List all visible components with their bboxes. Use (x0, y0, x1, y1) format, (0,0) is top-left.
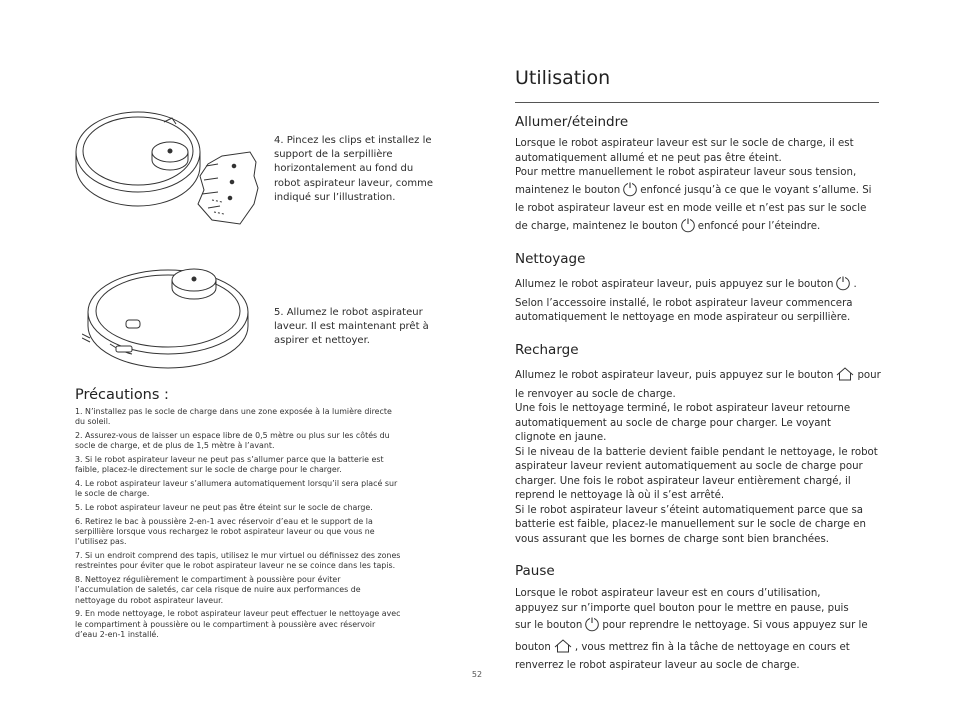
precaution-item: 1. N’installez pas le socle de charge dans une zone exposée à la lumière directe du soleil. (75, 407, 392, 427)
precaution-item: 5. Le robot aspirateur laveur ne peut pas être éteint sur le socle de charge. (75, 503, 373, 512)
step5-caption: 5. Allumez le robot aspirateur laveur. Il est maintenant prêt à aspirer et nettoyer. (274, 307, 429, 347)
power-icon (680, 217, 696, 239)
text-line: Selon l’accessoire installé, le robot aspirateur laveur commencera (515, 297, 853, 309)
text-line (515, 181, 872, 203)
precaution-item: 4. Le robot aspirateur laveur s’allumera automatiquement lorsqu’il sera placé sur le socle de charge. (75, 479, 398, 499)
text-line: le renvoyer au socle de charge. (515, 388, 676, 400)
section-body-nettoyage (515, 275, 857, 326)
power-icon (622, 181, 638, 203)
text-run: Allumez le robot aspirateur laveur, puis appuyez sur le bouton (515, 279, 834, 290)
robot-ready-illustration (82, 262, 272, 374)
home-icon (835, 366, 855, 388)
text-line: charger. Une fois le robot aspirateur laveur entièrement chargé, il (515, 475, 851, 487)
text-line (515, 217, 872, 239)
page-title: Utilisation (515, 67, 611, 89)
text-line: batterie est faible, placez-le manuellement sur le socle de charge en (515, 519, 866, 530)
section-body-allumer (515, 137, 872, 238)
section-title-recharge: Recharge (515, 342, 579, 358)
text-line: le robot aspirateur laveur est en mode veille et n’est pas sur le socle (515, 203, 867, 214)
text-line: aspirateur laveur revient automatiquement au socle de charge pour (515, 461, 863, 472)
step4-caption: 4. Pincez les clips et installez le support de la serpillière horizontalement au fond du robot aspirateur laveur, comme indiqué sur l’illustration. (274, 135, 434, 203)
precautions-list (75, 407, 440, 644)
precautions-title: Précautions : (75, 387, 169, 403)
robot-mop-illustration (72, 104, 268, 232)
precaution-item: 3. Si le robot aspirateur laveur ne peut pas s’allumer parce que la batterie est faible, placez-le directement sur le socle de charge pour le charger. (75, 455, 384, 475)
text-run: enfoncé pour l’éteindre. (697, 220, 821, 232)
text-run: enfoncé jusqu’à ce que le voyant s’allume. Si (640, 184, 872, 196)
text-line (515, 616, 868, 638)
text-line: automatiquement le nettoyage en mode aspirateur ou serpillière. (515, 312, 851, 323)
text-line: clignote en jaune. (515, 432, 607, 443)
precaution-item: 7. Si un endroit comprend des tapis, utilisez le mur virtuel ou définissez des zones restreintes pour éviter que le robot aspirateur laveur ne se coince dans les tapis. (75, 551, 401, 571)
text-line: Si le niveau de la batterie devient faible pendant le nettoyage, le robot (515, 446, 878, 458)
text-line: reprend le nettoyage là où il s’est arrêté. (515, 490, 725, 501)
precaution-item: 6. Retirez le bac à poussière 2-en-1 avec réservoir d’eau et le support de la serpillière lorsque vous rechargez le robot aspirateur laveur ou que vous ne l’utilisez pas. (75, 516, 375, 547)
section-title-allumer: Allumer/éteindre (515, 114, 629, 130)
text-run: . (853, 279, 857, 290)
text-run: de charge, maintenez le bouton (515, 220, 678, 232)
text-run: pour (857, 370, 881, 381)
text-run: pour reprendre le nettoyage. Si vous appuyez sur le (602, 620, 868, 631)
text-line: Une fois le nettoyage terminé, le robot aspirateur laveur retourne (515, 403, 851, 414)
title-divider (515, 102, 879, 103)
text-line: vous assurant que les bornes de charge sont bien branchées. (515, 533, 829, 545)
section-body-recharge (515, 366, 881, 547)
text-line: Si le robot aspirateur laveur s’éteint automatiquement parce que sa (515, 504, 864, 516)
text-line: Lorsque le robot aspirateur laveur est sur le socle de charge, il est (515, 138, 854, 149)
precaution-item: 2. Assurez-vous de laisser un espace libre de 0,5 mètre ou plus sur les côtés du socle de charge, et de plus de 1,5 mètre à l’avant. (75, 431, 390, 451)
text-line (515, 275, 857, 297)
section-title-nettoyage: Nettoyage (515, 251, 586, 267)
precaution-item: 8. Nettoyez régulièrement le compartiment à poussière pour éviter l’accumulation de saletés, car cela risque de nuire aux performances de nettoyage du robot aspirateur laveur. (75, 575, 361, 605)
text-line: Lorsque le robot aspirateur laveur est en cours d’utilisation, (515, 588, 821, 599)
text-line (515, 638, 868, 660)
power-icon (835, 275, 851, 297)
text-run: maintenez le bouton (515, 184, 621, 196)
text-line: automatiquement allumé et ne peut pas être éteint. (515, 152, 782, 164)
text-line: Pour mettre manuellement le robot aspirateur laveur sous tension, (515, 167, 857, 178)
home-icon (553, 638, 573, 660)
text-line: appuyez sur n’importe quel bouton pour le mettre en pause, puis (515, 602, 849, 614)
text-run: bouton (515, 641, 551, 653)
text-run: sur le bouton (515, 620, 583, 631)
power-icon (584, 616, 600, 638)
text-line: renverrez le robot aspirateur laveur au socle de charge. (515, 660, 800, 671)
precaution-item: 9. En mode nettoyage, le robot aspirateur laveur peut effectuer le nettoyage avec le compartiment à poussière ou le compartiment à poussière avec réservoir d’eau 2-en-1 installé. (75, 609, 401, 640)
text-run: , vous mettrez fin à la tâche de nettoyage en cours et (574, 641, 850, 653)
section-title-pause: Pause (515, 563, 555, 579)
section-body-pause (515, 587, 868, 674)
text-line (515, 366, 881, 388)
text-run: Allumez le robot aspirateur laveur, puis appuyez sur le bouton (515, 370, 834, 381)
text-line: automatiquement au socle de charge pour charger. Le voyant (515, 417, 832, 429)
page-number: 52 (471, 670, 483, 679)
